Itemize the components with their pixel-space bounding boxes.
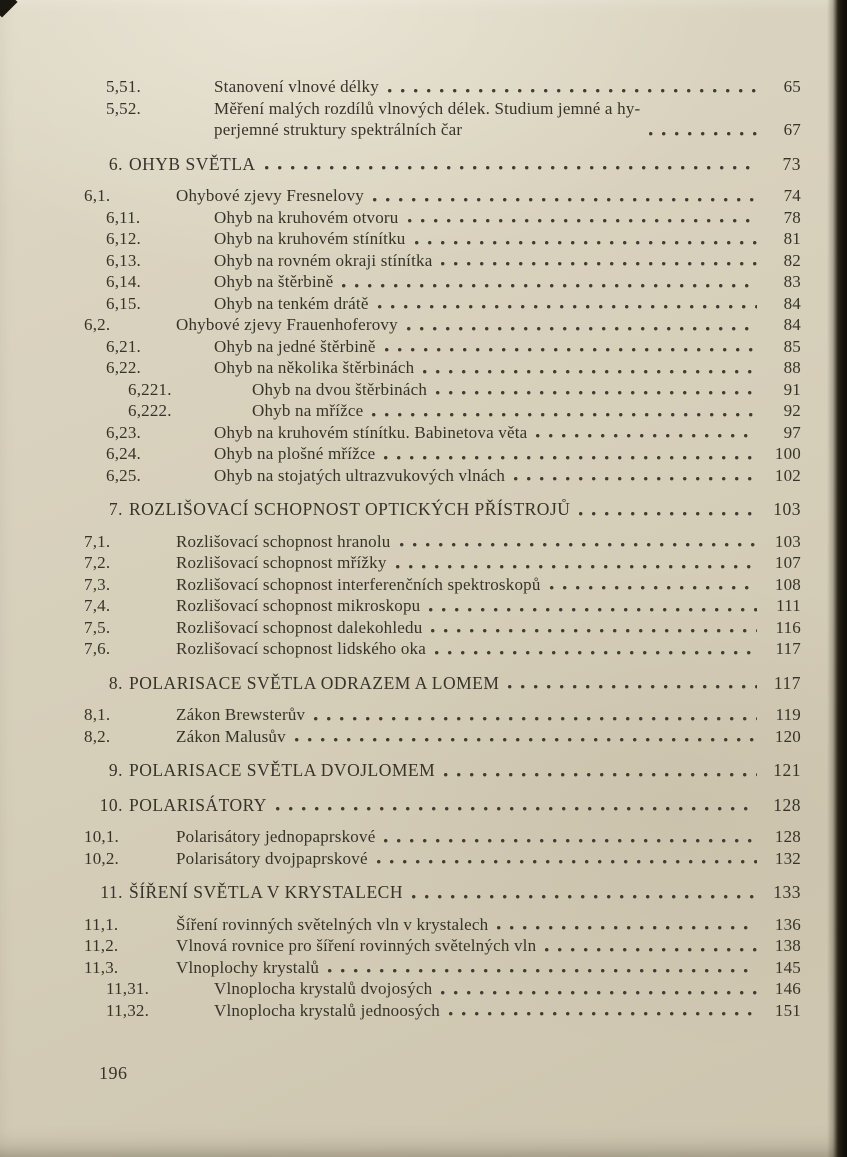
entry-page-number: 84 <box>783 293 801 313</box>
entry-page-number: 108 <box>774 574 801 594</box>
entry-number: 6,14. <box>106 272 141 291</box>
entry-number: 7,3. <box>84 574 111 594</box>
entry-page-number: 151 <box>774 1000 801 1020</box>
dot-leader <box>408 207 758 228</box>
entry-title: Rozlišovací schopnost mřížky <box>176 553 387 572</box>
dot-leader <box>441 250 757 271</box>
entry-text <box>97 154 256 176</box>
entry-title: Ohyb na kruhovém stínítku <box>214 229 406 248</box>
dot-leader <box>378 293 757 314</box>
entry-title: Ohyb na mřížce <box>252 401 364 420</box>
dot-leader <box>449 1000 757 1021</box>
toc-entry <box>0 250 801 272</box>
entry-title: Ohyb na tenkém drátě <box>214 293 369 313</box>
entry-title: Zákon Malusův <box>176 726 286 746</box>
dot-leader <box>649 120 757 141</box>
entry-text <box>106 336 376 358</box>
entry-number: 8,1. <box>84 705 111 724</box>
toc-entry <box>0 314 801 336</box>
entry-page-number: 82 <box>783 250 801 270</box>
entry-text <box>84 826 376 848</box>
entry-title: POLARISACE SVĚTLA DVOJLOMEM <box>129 760 436 780</box>
entry-title: Ohyb na stojatých ultrazvukových vlnách <box>214 465 506 485</box>
toc-entry <box>0 848 801 870</box>
dot-leader <box>377 848 757 869</box>
toc-entry <box>0 638 801 660</box>
entry-text <box>97 673 499 695</box>
dot-leader <box>423 358 757 379</box>
entry-title: Vlnová rovnice pro šíření rovinných světelných vln <box>176 936 537 955</box>
dot-leader <box>342 272 757 293</box>
entry-number: 6,13. <box>106 250 141 270</box>
toc-chapter-entry <box>0 499 801 521</box>
toc-entry <box>0 98 801 141</box>
entry-text <box>84 848 368 870</box>
toc-entry <box>0 726 801 748</box>
entry-number: 6,22. <box>106 358 141 377</box>
entry-number: 6,221. <box>128 379 172 399</box>
entry-title: Ohyb na kruhovém stínítku. Babinetova věta <box>214 422 528 442</box>
entry-text <box>97 760 435 782</box>
entry-page-number: 103 <box>773 499 801 519</box>
entry-title: Polarisátory jednopaprskové <box>176 827 376 846</box>
toc-chapter-entry <box>0 154 801 176</box>
entry-title: POLARISÁTORY <box>129 794 267 815</box>
entry-number: 7. <box>108 499 123 519</box>
entry-text <box>84 704 306 726</box>
entry-number: 11,32. <box>106 1000 150 1020</box>
entry-text <box>106 98 641 141</box>
dot-leader <box>265 154 757 175</box>
toc-entry <box>0 336 801 358</box>
entry-page-number: 138 <box>774 936 801 955</box>
dot-leader <box>412 883 757 904</box>
entry-page-number: 85 <box>783 336 801 356</box>
entry-title: Vlnoplocha krystalů dvojosých <box>214 979 433 998</box>
entry-page-number: 67 <box>783 120 801 139</box>
entry-title: Zákon Brewsterův <box>176 705 306 724</box>
toc-entry <box>0 617 801 639</box>
entry-number: 11,31. <box>106 979 150 998</box>
entry-title: Ohyb na rovném okraji stínítka <box>214 250 433 270</box>
entry-text <box>106 271 334 293</box>
entry-page-number: 117 <box>775 639 801 658</box>
dot-leader <box>373 186 757 207</box>
entry-number: 7,6. <box>84 639 111 658</box>
entry-number: 6,25. <box>106 465 141 485</box>
entry-number: 10,1. <box>84 827 119 846</box>
entry-title: POLARISACE SVĚTLA ODRAZEM A LOMEM <box>129 672 500 693</box>
entry-text <box>128 400 364 422</box>
toc-entry <box>0 957 801 979</box>
entry-page-number: 92 <box>783 401 801 420</box>
dot-leader <box>550 574 757 595</box>
toc-entry <box>0 704 801 726</box>
entry-text <box>106 422 528 444</box>
entry-title: Rozlišovací schopnost lidského oka <box>176 639 426 658</box>
entry-title: Ohyb na štěrbině <box>214 272 334 291</box>
dot-leader <box>536 422 757 443</box>
dot-leader <box>429 596 757 617</box>
toc-entry <box>0 935 801 957</box>
entry-title: Vlnoplocha krystalů jednoosých <box>214 1000 441 1020</box>
entry-text <box>84 957 320 979</box>
entry-number: 6,2. <box>84 315 111 334</box>
entry-text <box>84 935 537 957</box>
entry-number: 8,2. <box>84 726 111 746</box>
entry-page-number: 107 <box>774 553 801 572</box>
entry-title: ŠÍŘENÍ SVĚTLA V KRYSTALECH <box>129 882 403 902</box>
toc-entry <box>0 552 801 574</box>
toc-entry <box>0 228 801 250</box>
dot-leader <box>388 77 757 98</box>
entry-text <box>84 531 391 553</box>
entry-number: 10,2. <box>84 848 119 868</box>
entry-text <box>84 574 541 596</box>
entry-page-number: 83 <box>783 272 801 291</box>
entry-number: 11,2. <box>84 936 119 955</box>
entry-page-number: 119 <box>775 705 801 724</box>
entry-page-number: 128 <box>773 794 801 815</box>
dot-leader <box>497 914 757 935</box>
toc-entry <box>0 531 801 553</box>
entry-page-number: 117 <box>773 672 801 693</box>
entry-number: 6,21. <box>106 336 141 356</box>
entry-number: 6,12. <box>106 229 141 248</box>
entry-title: ROZLIŠOVACÍ SCHOPNOST OPTICKÝCH PŘÍSTROJŮ <box>129 499 571 519</box>
entry-page-number: 73 <box>782 153 801 174</box>
dot-leader <box>579 500 757 521</box>
entry-number: 5,52. <box>106 98 141 118</box>
dot-leader <box>276 795 757 816</box>
entry-number: 10. <box>99 794 123 815</box>
entry-text <box>97 795 267 817</box>
dot-leader <box>441 979 757 1000</box>
entry-number: 7,5. <box>84 617 111 637</box>
entry-page-number: 65 <box>783 77 801 96</box>
entry-title: Ohyb na dvou štěrbinách <box>252 379 428 399</box>
toc-entry <box>0 574 801 596</box>
entry-text <box>84 595 421 617</box>
dot-leader <box>431 617 757 638</box>
scan-edge-shadow <box>827 0 847 1157</box>
entry-page-number: 100 <box>774 444 801 463</box>
entry-text <box>106 465 506 487</box>
toc-entry <box>0 357 801 379</box>
toc-entry <box>0 978 801 1000</box>
dot-leader <box>396 553 757 574</box>
entry-number: 6,15. <box>106 293 141 313</box>
dot-leader <box>372 401 757 422</box>
toc-entry <box>0 465 801 487</box>
entry-page-number: 136 <box>774 914 801 934</box>
dot-leader <box>444 761 757 782</box>
entry-page-number: 78 <box>783 207 801 227</box>
entry-text <box>84 185 364 207</box>
entry-number: 8. <box>108 672 123 693</box>
entry-page-number: 146 <box>774 979 801 998</box>
entry-page-number: 91 <box>783 379 801 399</box>
entry-page-number: 97 <box>783 422 801 442</box>
dot-leader <box>314 705 757 726</box>
entry-number: 9. <box>108 760 123 780</box>
toc-entry <box>0 76 801 98</box>
entry-page-number: 103 <box>774 531 801 551</box>
entry-title: Rozlišovací schopnost mikroskopu <box>176 596 421 615</box>
entry-text <box>84 552 387 574</box>
entry-page-number: 102 <box>774 465 801 485</box>
entry-title: Měření malých rozdílů vlnových délek. Studium jemné a hy- perjemné struktury spektrálních čar <box>214 98 641 139</box>
toc-entry <box>0 443 801 465</box>
dot-leader <box>384 444 757 465</box>
entry-text <box>106 293 369 315</box>
toc-entry <box>0 207 801 229</box>
entry-number: 7,1. <box>84 531 111 551</box>
entry-title: Ohyb na kruhovém otvoru <box>214 207 399 227</box>
entry-text <box>106 1000 441 1022</box>
toc-chapter-entry <box>0 673 801 695</box>
entry-page-number: 116 <box>775 617 801 637</box>
toc-entry <box>0 914 801 936</box>
dot-leader <box>295 726 757 747</box>
toc-entry <box>0 1000 801 1022</box>
entry-title: Stanovení vlnové délky <box>214 77 379 96</box>
toc-entry <box>0 379 801 401</box>
entry-title: Rozlišovací schopnost hranolu <box>176 531 391 551</box>
entry-number: 6,23. <box>106 422 141 442</box>
entry-text <box>84 638 426 660</box>
entry-title: Rozlišovací schopnost dalekohledu <box>176 617 423 637</box>
dot-leader <box>508 673 757 694</box>
toc-chapter-entry <box>0 795 801 817</box>
entry-page-number: 111 <box>776 596 801 615</box>
entry-text <box>84 314 398 336</box>
entry-number: 6,24. <box>106 444 141 463</box>
entry-number: 11,1. <box>84 914 119 934</box>
entry-text <box>106 443 376 465</box>
toc-chapter-entry <box>0 882 801 904</box>
entry-title: Ohyb na plošné mřížce <box>214 444 376 463</box>
entry-page-number: 81 <box>783 229 801 248</box>
entry-page-number: 145 <box>774 957 801 977</box>
entry-title: Rozlišovací schopnost interferenčních spektroskopů <box>176 574 541 594</box>
entry-title: Polarisátory dvojpaprskové <box>176 848 368 868</box>
entry-number: 6,222. <box>128 401 172 420</box>
entry-text <box>128 379 428 401</box>
dot-leader <box>328 957 757 978</box>
dot-leader <box>436 379 757 400</box>
entry-number: 5,51. <box>106 77 141 96</box>
entry-text <box>106 250 433 272</box>
entry-page-number: 128 <box>774 827 801 846</box>
entry-title: Ohybové zjevy Frauenhoferovy <box>176 315 398 334</box>
page-footer-number: 196 <box>99 1063 128 1083</box>
entry-page-number: 133 <box>773 882 801 902</box>
entry-text <box>106 207 399 229</box>
toc-entry <box>0 185 801 207</box>
dot-leader <box>400 531 758 552</box>
dot-leader <box>415 229 757 250</box>
entry-text <box>106 228 406 250</box>
entry-title: Ohyb na jedné štěrbině <box>214 336 376 356</box>
entry-number: 11. <box>100 882 123 902</box>
dot-leader <box>514 465 757 486</box>
entry-text <box>106 357 415 379</box>
entry-title: Šíření rovinných světelných vln v krystalech <box>176 914 489 934</box>
entry-page-number: 120 <box>774 726 801 746</box>
entry-title: OHYB SVĚTLA <box>129 153 256 174</box>
entry-title: Ohyb na několika štěrbinách <box>214 358 415 377</box>
entry-number: 6. <box>108 153 123 174</box>
entry-text <box>106 978 433 1000</box>
dot-leader <box>384 827 757 848</box>
toc-chapter-entry <box>0 760 801 782</box>
dot-leader <box>545 936 757 957</box>
entry-page-number: 132 <box>774 848 801 868</box>
entry-number: 11,3. <box>84 957 119 977</box>
entry-page-number: 74 <box>783 186 801 205</box>
entry-page-number: 88 <box>783 358 801 377</box>
entry-page-number: 121 <box>773 760 801 780</box>
dot-leader <box>385 336 757 357</box>
entry-number: 7,4. <box>84 596 111 615</box>
toc-entry <box>0 595 801 617</box>
entry-number: 6,11. <box>106 207 141 227</box>
entry-page-number: 84 <box>783 315 801 334</box>
entry-text <box>84 617 423 639</box>
toc-entry <box>0 271 801 293</box>
entry-text <box>97 882 403 904</box>
dot-leader <box>435 639 757 660</box>
entry-title: Ohybové zjevy Fresnelovy <box>176 186 364 205</box>
toc-entry <box>0 826 801 848</box>
entry-text <box>84 914 489 936</box>
entry-number: 6,1. <box>84 186 111 205</box>
entry-number: 7,2. <box>84 553 111 572</box>
toc-entry <box>0 293 801 315</box>
dot-leader <box>407 315 757 336</box>
toc-entry <box>0 400 801 422</box>
entry-title: Vlnoplochy krystalů <box>176 957 320 977</box>
entry-text <box>106 76 379 98</box>
entry-text <box>97 499 570 521</box>
toc-entry <box>0 422 801 444</box>
entry-text <box>84 726 286 748</box>
